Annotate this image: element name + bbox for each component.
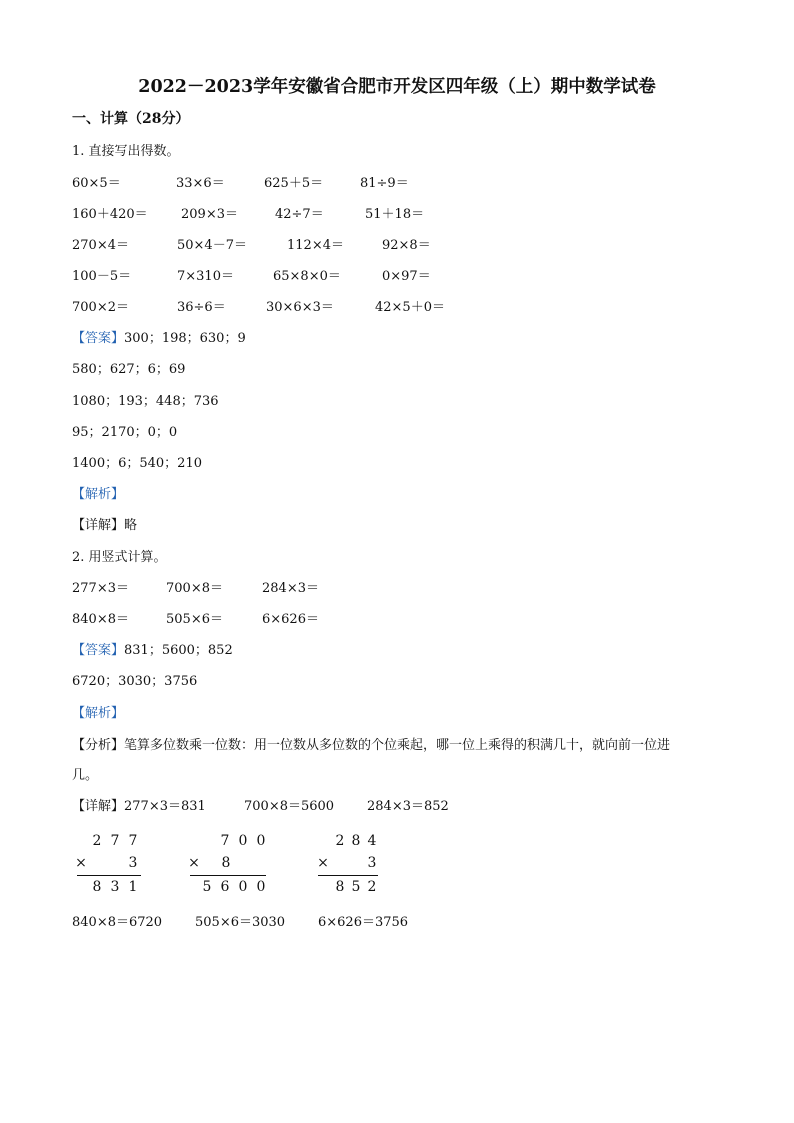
digit: 0 xyxy=(256,833,266,849)
q2-item: 6×626＝ xyxy=(262,612,319,627)
detail-item: 505×6＝3030 xyxy=(195,915,286,930)
question-1-prompt: 1. 直接写出得数。 xyxy=(72,144,180,159)
digit: 5 xyxy=(351,879,361,895)
q1-item: 270×4＝ xyxy=(72,238,129,253)
q1-item: 112×4＝ xyxy=(287,238,344,253)
digit: 7 xyxy=(128,833,138,849)
q1-detail-line xyxy=(72,514,137,533)
q2-item: 284×3＝ xyxy=(262,581,319,596)
digit: 2 xyxy=(335,833,345,849)
q2-item: 505×6＝ xyxy=(166,612,223,627)
q1-item: 36÷6＝ xyxy=(177,300,226,315)
detail-item: 284×3＝852 xyxy=(367,799,449,814)
q1-item: 160＋420＝ xyxy=(72,207,148,222)
q1-item: 625＋5＝ xyxy=(264,176,324,191)
answer-text: 580；627；6；69 xyxy=(72,362,186,377)
digit: 7 xyxy=(220,833,230,849)
answer-text: 1080；193；448；736 xyxy=(72,394,219,409)
digit: 1 xyxy=(128,879,138,895)
analysis-text-continued: 几。 xyxy=(72,768,99,783)
times-sign: × xyxy=(317,855,329,871)
analysis-tag: 【分析】 xyxy=(72,738,125,753)
divider-line xyxy=(77,875,141,876)
digit: 8 xyxy=(221,855,231,871)
digit: 8 xyxy=(351,833,361,849)
analysis-text: 笔算多位数乘一位数：用一位数从多位数的个位乘起，哪一位上乘得的积满几十，就向前一位进 xyxy=(124,738,671,753)
jiexi-tag: 【解析】 xyxy=(72,706,125,721)
detail-item: 6×626＝3756 xyxy=(318,915,409,930)
answer-tag: 【答案】 xyxy=(72,643,125,658)
jiexi-tag: 【解析】 xyxy=(72,487,125,502)
q1-item: 30×6×3＝ xyxy=(266,300,334,315)
detail-item: 277×3＝831 xyxy=(124,799,206,814)
answer-text: 6720；3030；3756 xyxy=(72,674,198,689)
page-title: 2022－2023学年安徽省合肥市开发区四年级（上）期中数学试卷 xyxy=(138,77,656,97)
question-2-prompt: 2. 用竖式计算。 xyxy=(72,550,167,565)
answer-text: 95；2170；0；0 xyxy=(72,425,178,440)
times-sign: × xyxy=(188,855,200,871)
q2-analysis-line xyxy=(72,734,670,753)
digit: 2 xyxy=(367,879,377,895)
q1-item: 209×3＝ xyxy=(181,207,238,222)
answer-text: 1400；6；540；210 xyxy=(72,456,202,471)
times-sign: × xyxy=(75,855,87,871)
answer-tag: 【答案】 xyxy=(72,331,125,346)
digit: 0 xyxy=(256,879,266,895)
q1-item: 50×4－7＝ xyxy=(177,238,247,253)
q2-item: 840×8＝ xyxy=(72,612,129,627)
section-heading: 一、计算（28分） xyxy=(72,111,190,127)
digit: 3 xyxy=(110,879,120,895)
q2-answer-line xyxy=(72,639,233,658)
digit: 3 xyxy=(367,855,377,871)
digit: 4 xyxy=(367,833,377,849)
detail-item: 700×8＝5600 xyxy=(244,799,335,814)
digit: 7 xyxy=(110,833,120,849)
digit: 8 xyxy=(335,879,345,895)
digit: 8 xyxy=(92,879,102,895)
digit: 0 xyxy=(238,833,248,849)
q1-item: 51＋18＝ xyxy=(365,207,425,222)
q1-item: 42÷7＝ xyxy=(275,207,324,222)
digit: 5 xyxy=(202,879,212,895)
detail-text: 略 xyxy=(124,518,138,533)
digit: 3 xyxy=(128,855,138,871)
answer-text: 831；5600；852 xyxy=(124,643,233,658)
q1-item: 33×6＝ xyxy=(176,176,225,191)
digit: 0 xyxy=(238,879,248,895)
detail-tag: 【详解】 xyxy=(72,799,125,814)
divider-line xyxy=(190,875,266,876)
detail-item: 840×8＝6720 xyxy=(72,915,163,930)
digit: 6 xyxy=(220,879,230,895)
detail-tag: 【详解】 xyxy=(72,518,125,533)
q1-item: 81÷9＝ xyxy=(360,176,409,191)
q2-item: 277×3＝ xyxy=(72,581,129,596)
q1-item: 65×8×0＝ xyxy=(273,269,341,284)
divider-line xyxy=(318,875,378,876)
answer-text: 300；198；630；9 xyxy=(124,331,246,346)
q1-item: 92×8＝ xyxy=(382,238,431,253)
q2-item: 700×8＝ xyxy=(166,581,223,596)
q1-item: 100－5＝ xyxy=(72,269,132,284)
digit: 2 xyxy=(92,833,102,849)
q1-answer-line xyxy=(72,327,246,346)
q1-item: 7×310＝ xyxy=(177,269,234,284)
q1-item: 700×2＝ xyxy=(72,300,129,315)
q1-item: 0×97＝ xyxy=(382,269,431,284)
q1-item: 42×5＋0＝ xyxy=(375,300,445,315)
q1-item: 60×5＝ xyxy=(72,176,121,191)
q2-detail-line xyxy=(72,795,206,814)
